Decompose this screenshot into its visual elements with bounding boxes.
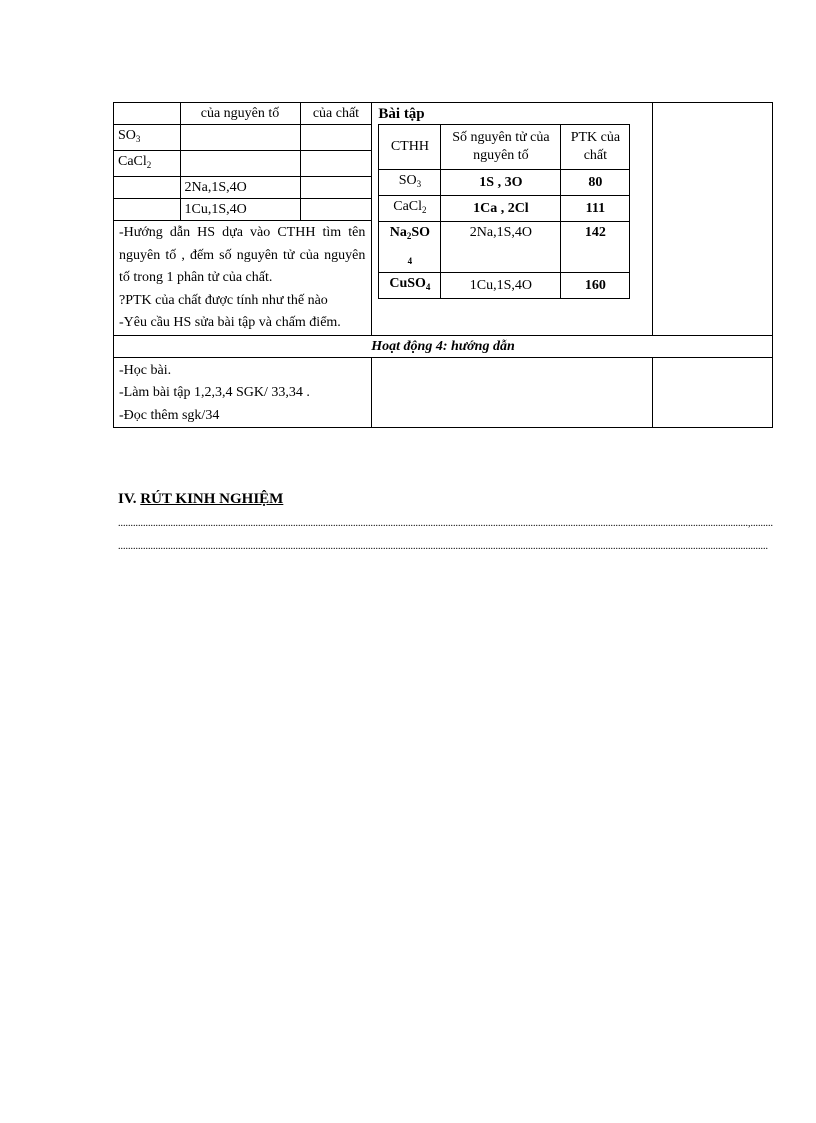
table-cell bbox=[114, 177, 180, 199]
table-row bbox=[379, 170, 630, 196]
table-cell bbox=[300, 177, 371, 199]
review-title: RÚT KINH NGHIỆM bbox=[140, 491, 284, 507]
table-cell bbox=[300, 199, 371, 221]
teacher-notes bbox=[114, 221, 371, 335]
ptk-cell: 111 bbox=[561, 196, 630, 222]
note-line: ?PTK của chất được tính như thế nào bbox=[119, 292, 328, 308]
table-cell: 1Cu,1S,4O bbox=[180, 199, 300, 221]
formula-cell: CaCl$_2$ bbox=[379, 196, 441, 222]
table-cell bbox=[300, 125, 371, 151]
lesson-table bbox=[113, 102, 773, 428]
table-row bbox=[379, 222, 630, 273]
table-header-row bbox=[379, 125, 630, 170]
note-line: -Hướng dẫn HS dựa vào CTHH tìm tên nguyên tố , đếm số nguyên tử của nguyên tố trong 1 phân tử của chất. bbox=[119, 225, 366, 285]
ptk-cell: 80 bbox=[561, 170, 630, 196]
atoms-cell: 1Cu,1S,4O bbox=[441, 273, 561, 299]
student-activity-cell bbox=[372, 103, 652, 336]
table-row bbox=[114, 125, 371, 151]
table-cell bbox=[180, 125, 300, 151]
guide-cell bbox=[114, 357, 372, 428]
atoms-cell: 2Na,1S,4O bbox=[441, 222, 561, 273]
table-cell: của nguyên tố bbox=[180, 103, 300, 125]
activity-row bbox=[114, 335, 773, 357]
note-line: -Yêu cầu HS sửa bài tập và chấm điểm. bbox=[119, 315, 341, 330]
table-row bbox=[114, 151, 371, 177]
formula-cell: CaCl$_2$ bbox=[114, 151, 180, 177]
table-row bbox=[114, 177, 371, 199]
dotted-line: ............................................................................................................................................................................................................................................................,......... bbox=[118, 518, 773, 529]
table-cell bbox=[180, 151, 300, 177]
content-cell bbox=[652, 103, 772, 336]
table-cell bbox=[300, 151, 371, 177]
table-cell: 2Na,1S,4O bbox=[180, 177, 300, 199]
atoms-cell: 1Ca , 2Cl bbox=[441, 196, 561, 222]
ptk-cell: 160 bbox=[561, 273, 630, 299]
table-row bbox=[114, 199, 371, 221]
table-cell bbox=[114, 199, 180, 221]
guide-item: -Đọc thêm sgk/34 bbox=[119, 407, 220, 423]
formula-cell: $SO_3$ bbox=[379, 170, 441, 196]
guide-list bbox=[114, 358, 371, 428]
table-row bbox=[379, 196, 630, 222]
header-cell: CTHH bbox=[379, 125, 441, 170]
ptk-cell: 142 bbox=[561, 222, 630, 273]
guide-item: -Làm bài tập 1,2,3,4 SGK/ 33,34 . bbox=[119, 385, 310, 400]
formula-cell: $SO_3$ bbox=[114, 125, 180, 151]
exercise-table bbox=[378, 124, 630, 299]
dotted-line: .................................................................................................................................................................................................................................................................... bbox=[118, 541, 768, 552]
table-row bbox=[114, 103, 371, 125]
table-cell bbox=[114, 103, 180, 125]
table-row bbox=[379, 273, 630, 299]
empty-cell bbox=[652, 357, 772, 428]
header-cell: PTK của chất bbox=[561, 125, 630, 170]
header-cell: Số nguyên tử của nguyên tố bbox=[441, 125, 561, 170]
guide-row bbox=[114, 357, 773, 428]
review-number: IV. bbox=[118, 491, 137, 507]
formula-cell: CuSO$_4$ bbox=[379, 273, 441, 299]
guide-item: -Học bài. bbox=[119, 362, 172, 378]
activity-heading: Hoạt động 4: hướng dẫn bbox=[114, 335, 773, 357]
formula-cell: $Na_2SO$ $_4$ bbox=[379, 222, 441, 273]
empty-cell bbox=[372, 357, 652, 428]
exercise-title: Bài tập bbox=[378, 106, 425, 122]
review-heading bbox=[118, 491, 283, 508]
table-cell: của chất bbox=[300, 103, 371, 125]
teacher-activity-cell bbox=[114, 103, 372, 336]
left-inner-table bbox=[114, 103, 371, 221]
atoms-cell: 1S , 3O bbox=[441, 170, 561, 196]
